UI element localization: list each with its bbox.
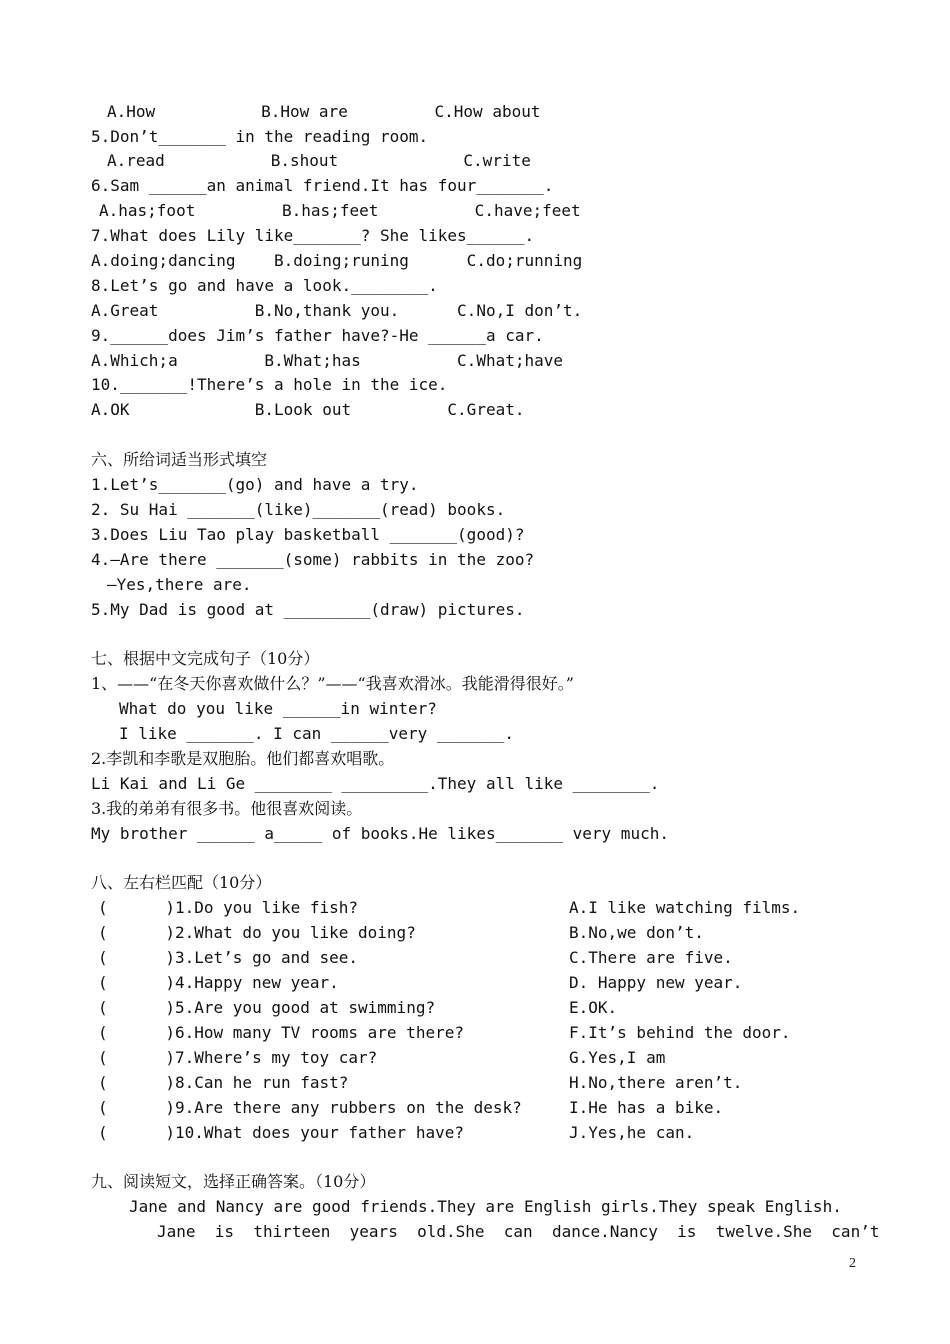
text-line: 8.Let’s go and have a look.________. (91, 276, 438, 295)
section-heading: 1、——“在冬天你喜欢做什么？”——“我喜欢滑冰。我能滑得很好。” (91, 674, 574, 693)
text-line: A.read B.shout C.write (107, 151, 531, 170)
text-line: I like _______. I can ______very _______. (119, 724, 514, 743)
page-number: 2 (849, 1256, 856, 1271)
text-line: What do you like ______in winter? (119, 699, 437, 718)
match-answer: B.No,we don’t. (569, 923, 704, 942)
match-answer: J.Yes,he can. (569, 1123, 695, 1142)
section-heading: 七、根据中文完成句子（10分） (91, 649, 320, 668)
match-answer: H.No,there aren’t. (569, 1073, 743, 1092)
section-heading: 3.我的弟弟有很多书。他很喜欢阅读。 (91, 799, 363, 818)
text-line: 3.Does Liu Tao play basketball _______(good)? (91, 525, 525, 544)
text-line: 7.What does Lily like_______? She likes______. (91, 226, 535, 245)
text-line: Jane is thirteen years old.She can dance.Nancy is twelve.She can’t (157, 1222, 880, 1241)
text-line: 6.Sam ______an animal friend.It has four_______. (91, 176, 554, 195)
answer-blank-paren: ( ) (98, 1123, 176, 1142)
match-question: 4.Happy new year. (175, 973, 339, 992)
match-answer: D. Happy new year. (569, 973, 743, 992)
text-line: 4.—Are there _______(some) rabbits in the zoo? (91, 550, 535, 569)
section-heading: 九、阅读短文，选择正确答案。（10分） (91, 1172, 376, 1191)
answer-blank-paren: ( ) (98, 973, 176, 992)
text-line: 2. Su Hai _______(like)_______(read) books. (91, 500, 506, 519)
text-line: A.Which;a B.What;has C.What;have (91, 351, 564, 370)
match-question: 5.Are you good at swimming? (175, 998, 436, 1017)
text-line: Li Kai and Li Ge ________ _________.They all like ________. (91, 774, 660, 793)
match-question: 3.Let’s go and see. (175, 948, 359, 967)
match-question: 6.How many TV rooms are there? (175, 1023, 464, 1042)
text-line: A.doing;dancing B.doing;runing C.do;running (91, 251, 583, 270)
text-line: 10._______!There’s a hole in the ice. (91, 375, 448, 394)
text-line: 5.My Dad is good at _________(draw) pictures. (91, 600, 525, 619)
answer-blank-paren: ( ) (98, 1023, 176, 1042)
text-line: A.How B.How are C.How about (107, 102, 541, 121)
match-answer: C.There are five. (569, 948, 733, 967)
text-line: 9.______does Jim’s father have?-He ______a car. (91, 326, 544, 345)
match-answer: I.He has a bike. (569, 1098, 724, 1117)
text-line: A.has;foot B.has;feet C.have;feet (99, 201, 581, 220)
answer-blank-paren: ( ) (98, 948, 176, 967)
text-line: A.OK B.Look out C.Great. (91, 400, 525, 419)
match-answer: F.It’s behind the door. (569, 1023, 791, 1042)
text-line: 1.Let’s_______(go) and have a try. (91, 475, 419, 494)
text-line: Jane and Nancy are good friends.They are English girls.They speak English. (129, 1197, 842, 1216)
match-answer: A.I like watching films. (569, 898, 801, 917)
text-line: A.Great B.No,thank you. C.No,I don’t. (91, 301, 583, 320)
answer-blank-paren: ( ) (98, 998, 176, 1017)
answer-blank-paren: ( ) (98, 923, 176, 942)
match-question: 10.What does your father have? (175, 1123, 464, 1142)
match-question: 9.Are there any rubbers on the desk? (175, 1098, 522, 1117)
section-heading: 六、所给词适当形式填空 (91, 450, 268, 469)
match-answer: E.OK. (569, 998, 618, 1017)
section-heading: 八、左右栏匹配（10分） (91, 873, 272, 892)
answer-blank-paren: ( ) (98, 898, 176, 917)
text-line: —Yes,there are. (107, 575, 252, 594)
answer-blank-paren: ( ) (98, 1048, 176, 1067)
match-answer: G.Yes,I am (569, 1048, 666, 1067)
text-line: 5.Don’t_______ in the reading room. (91, 127, 429, 146)
match-question: 7.Where’s my toy car? (175, 1048, 378, 1067)
match-question: 1.Do you like fish? (175, 898, 359, 917)
match-question: 2.What do you like doing? (175, 923, 416, 942)
answer-blank-paren: ( ) (98, 1098, 176, 1117)
match-question: 8.Can he run fast? (175, 1073, 349, 1092)
answer-blank-paren: ( ) (98, 1073, 176, 1092)
section-heading: 2.李凯和李歌是双胞胎。他们都喜欢唱歌。 (91, 749, 395, 768)
text-line: My brother ______ a_____ of books.He likes_______ very much. (91, 824, 669, 843)
